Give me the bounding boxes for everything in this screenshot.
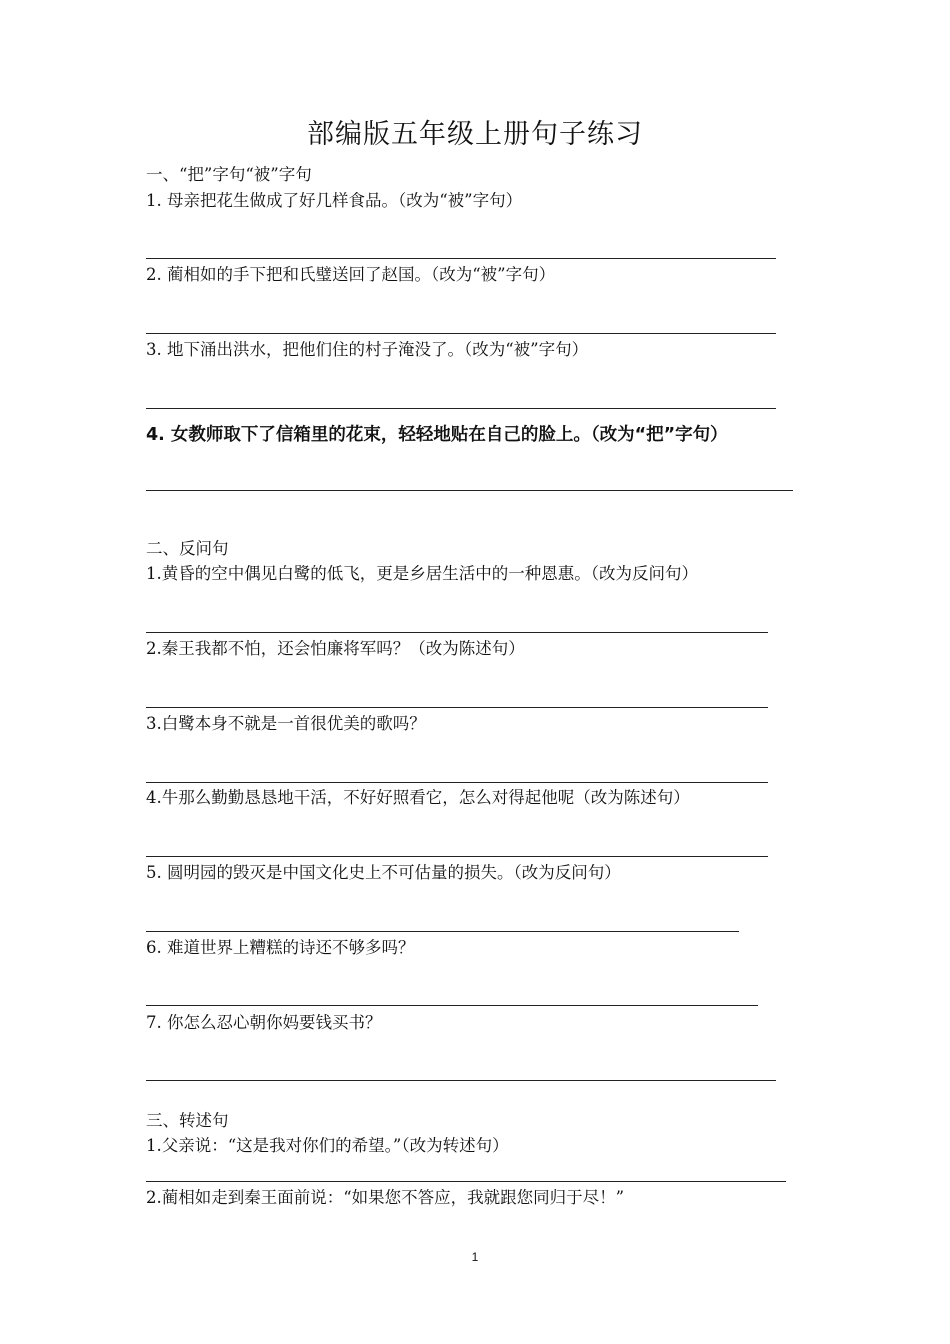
question-1-4: 4. 女教师取下了信箱里的花束，轻轻地贴在自己的脸上。（改为“把”字句）	[146, 425, 728, 445]
question-1-3: 3. 地下涌出洪水，把他们住的村子淹没了。（改为“被”字句）	[146, 340, 589, 359]
answer-line-1-3[interactable]	[146, 408, 776, 409]
answer-line-1-2[interactable]	[146, 333, 776, 334]
answer-line-2-5[interactable]	[146, 931, 739, 932]
question-3-2: 2.蔺相如走到秦王面前说：“如果您不答应，我就跟您同归于尽！”	[146, 1188, 625, 1207]
question-2-7: 7. 你怎么忍心朝你妈要钱买书？	[146, 1013, 382, 1032]
question-2-5: 5. 圆明园的毁灭是中国文化史上不可估量的损失。（改为反问句）	[146, 863, 621, 882]
section-heading-rhetorical: 二、反问句	[146, 539, 229, 558]
question-2-3: 3.白鹭本身不就是一首很优美的歌吗？	[146, 714, 426, 733]
question-1-1: 1. 母亲把花生做成了好几样食品。（改为“被”字句）	[146, 191, 523, 210]
section-heading-reported-speech: 三、转述句	[146, 1111, 229, 1130]
question-2-6: 6. 难道世界上糟糕的诗还不够多吗？	[146, 938, 415, 957]
answer-line-2-4[interactable]	[146, 856, 768, 857]
answer-line-2-6[interactable]	[146, 1005, 758, 1006]
answer-line-3-1[interactable]	[146, 1181, 786, 1182]
answer-line-2-1[interactable]	[146, 632, 768, 633]
answer-line-1-1[interactable]	[146, 258, 776, 259]
answer-line-1-4[interactable]	[146, 490, 793, 491]
page-number: 1	[471, 1250, 479, 1264]
question-2-1: 1.黄昏的空中偶见白鹭的低飞，更是乡居生活中的一种恩惠。（改为反问句）	[146, 564, 698, 583]
question-2-2: 2.秦王我都不怕，还会怕廉将军吗？（改为陈述句）	[146, 639, 525, 658]
page-title: 部编版五年级上册句子练习	[307, 119, 643, 150]
question-3-1: 1.父亲说：“这是我对你们的希望。”（改为转述句）	[146, 1136, 509, 1155]
question-1-2: 2. 蔺相如的手下把和氏璧送回了赵国。（改为“被”字句）	[146, 265, 556, 284]
answer-line-2-7[interactable]	[146, 1080, 776, 1081]
section-heading-ba-bei: 一、“把”字句“被”字句	[146, 165, 312, 184]
question-2-4: 4.牛那么勤勤恳恳地干活，不好好照看它，怎么对得起他呢（改为陈述句）	[146, 788, 690, 807]
answer-line-2-3[interactable]	[146, 782, 768, 783]
answer-line-2-2[interactable]	[146, 707, 768, 708]
